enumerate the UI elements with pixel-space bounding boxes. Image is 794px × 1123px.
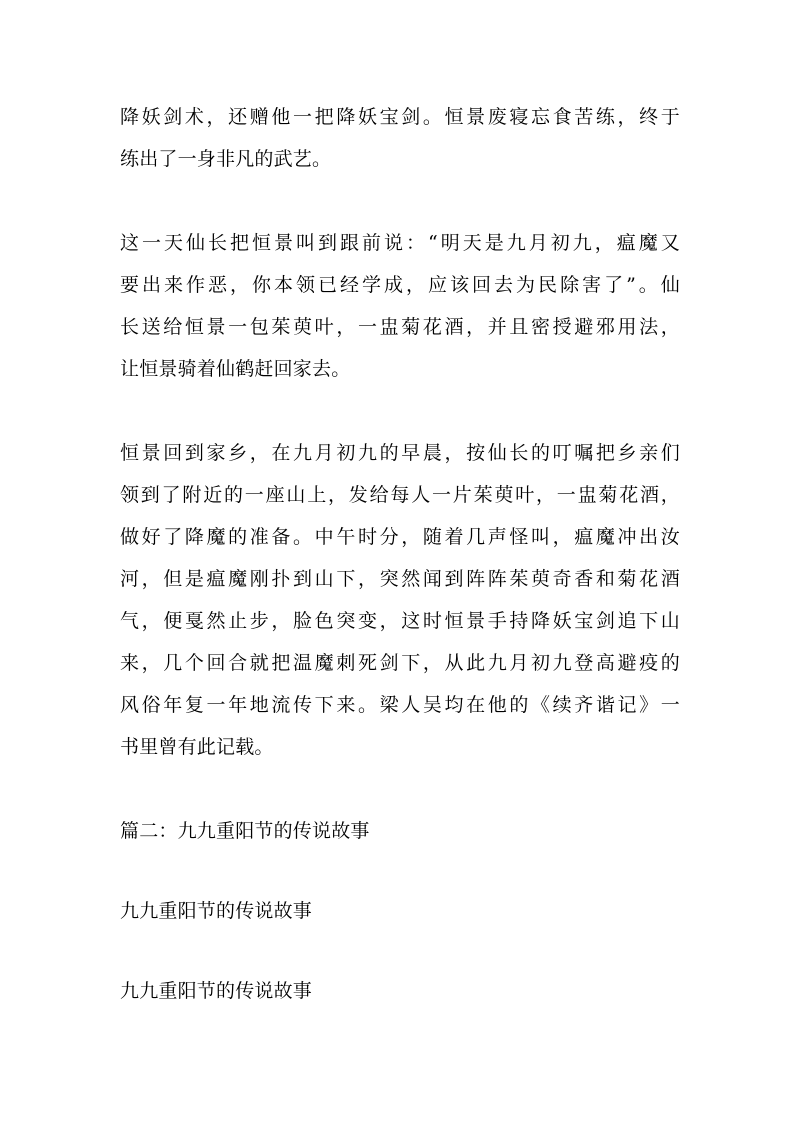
paragraph-2-line-4: 让恒景骑着仙鹤赶回家去。 <box>120 358 351 380</box>
paragraph-3-line-5: 气，便戛然止步，脸色突变，这时恒景手持降妖宝剑追下山 <box>120 610 680 632</box>
paragraph-1-line-1: 降妖剑术，还赠他一把降妖宝剑。恒景废寝忘食苦练，终于 <box>120 106 680 128</box>
paragraph-3-line-6: 来，几个回合就把温魔刺死剑下，从此九月初九登高避疫的 <box>120 652 680 674</box>
paragraph-3-line-8: 书里曾有此记载。 <box>120 736 274 758</box>
paragraph-2-line-2: 要出来作恶，你本领已经学成，应该回去为民除害了”。仙 <box>120 274 680 296</box>
paragraph-2-line-3: 长送给恒景一包茱萸叶，一盅菊花酒，并且密授避邪用法， <box>120 316 680 338</box>
paragraph-2-line-1: 这一天仙长把恒景叫到跟前说：“明天是九月初九，瘟魔又 <box>120 232 680 254</box>
paragraph-3-line-3: 做好了降魔的准备。中午时分，随着几声怪叫，瘟魔冲出汝 <box>120 526 680 548</box>
story-title: 九九重阳节的传说故事 <box>120 900 313 922</box>
paragraph-3-line-1: 恒景回到家乡，在九月初九的早晨，按仙长的叮嘱把乡亲们 <box>120 442 680 464</box>
paragraph-3-line-4: 河，但是瘟魔刚扑到山下，突然闻到阵阵茱萸奇香和菊花酒 <box>120 568 680 590</box>
section-heading: 篇二：九九重阳节的传说故事 <box>120 820 370 842</box>
story-title-repeat: 九九重阳节的传说故事 <box>120 980 313 1002</box>
paragraph-3-line-7: 风俗年复一年地流传下来。梁人吴均在他的《续齐谐记》一 <box>120 694 680 716</box>
paragraph-3-line-2: 领到了附近的一座山上，发给每人一片茱萸叶，一盅菊花酒， <box>120 484 680 506</box>
paragraph-1-line-2: 练出了一身非凡的武艺。 <box>120 148 332 170</box>
